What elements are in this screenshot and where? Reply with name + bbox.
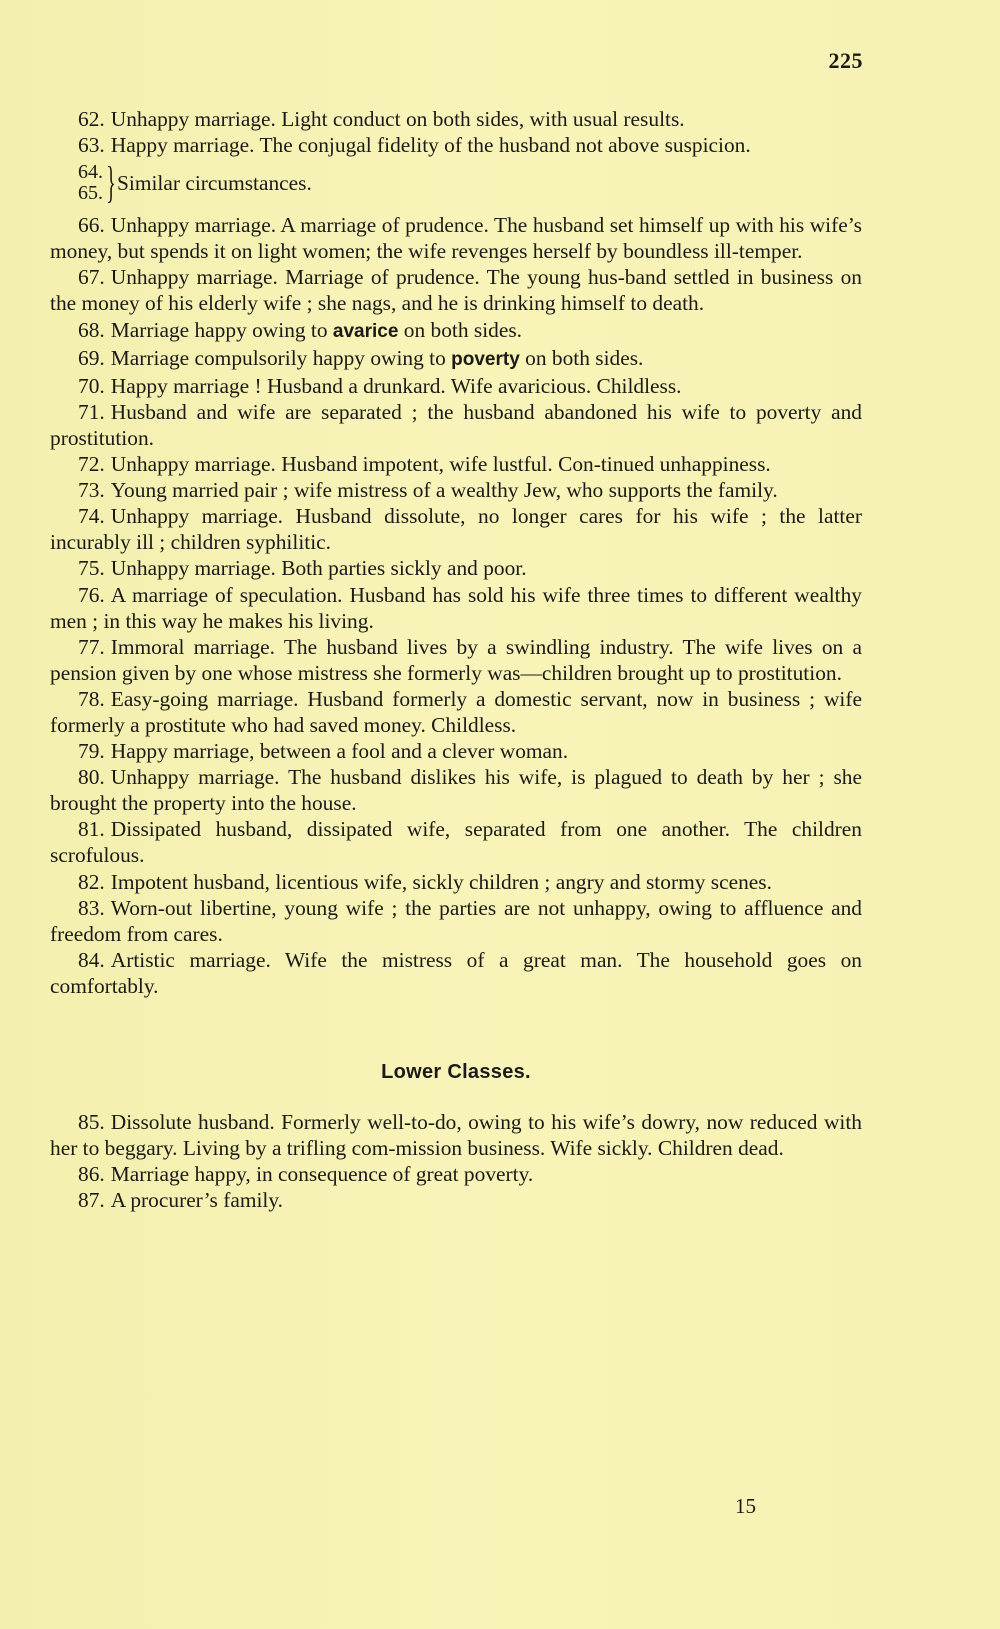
entry-68 — [50, 317, 862, 345]
entry-82 — [50, 869, 862, 895]
entry-76 — [50, 582, 862, 634]
entry-number: 71. — [78, 399, 105, 424]
entry-64-65-group — [78, 160, 862, 206]
entry-63 — [50, 132, 862, 158]
entry-number: 83. — [78, 895, 105, 920]
entry-text: Happy marriage ! Husband a drunkard. Wife avaricious. Childless. — [110, 373, 682, 398]
entry-70 — [50, 373, 862, 399]
entry-text: Unhappy marriage. Husband dissolute, no longer cares for his wife ; the latter incurably ill ; children syphilitic. — [50, 504, 862, 555]
entry-text: A procurer’s family. — [110, 1188, 284, 1213]
entry-text: Easy-going marriage. Husband formerly a domestic servant, now in business ; wife formerly a prostitute who had saved money. Childless. — [50, 686, 862, 737]
entry-87 — [50, 1187, 862, 1213]
entry-77 — [50, 634, 862, 686]
entry-text: Unhappy marriage. Marriage of prudence. The young hus-band settled in business on the money of his elderly wife ; she nags, and he is drinking himself to death. — [50, 265, 862, 316]
page-body — [50, 106, 862, 1213]
entry-number: 76. — [78, 582, 105, 607]
entry-text: Marriage happy owing to — [110, 317, 333, 342]
entry-79 — [50, 738, 862, 764]
entry-number: 75. — [78, 556, 105, 581]
entry-text: Unhappy marriage. Both parties sickly and poor. — [110, 556, 527, 581]
grouped-numbers — [78, 162, 103, 204]
entry-text: on both sides. — [398, 317, 523, 342]
signature-mark: 15 — [735, 1494, 756, 1518]
entry-72 — [50, 451, 862, 477]
entry-text: Worn-out libertine, young wife ; the parties are not unhappy, owing to affluence and freedom from cares. — [50, 895, 862, 946]
entry-number: 87. — [78, 1188, 105, 1213]
entry-text: Unhappy marriage. The husband dislikes his wife, is plagued to death by her ; she brought the property into the house. — [50, 765, 862, 816]
entry-67 — [50, 264, 862, 316]
entry-78 — [50, 686, 862, 738]
entry-number: 85. — [78, 1110, 105, 1135]
entry-text: Marriage happy, in consequence of great poverty. — [110, 1162, 534, 1187]
entry-text: Similar circumstances. — [117, 171, 312, 196]
entry-number: 63. — [78, 133, 105, 158]
entry-text: Dissipated husband, dissipated wife, separated from one another. The children scrofulous. — [50, 817, 862, 868]
entry-80 — [50, 764, 862, 816]
entry-text: Dissolute husband. Formerly well-to-do, owing to his wife’s dowry, now reduced with her to beggary. Living by a trifling com-mission business. Wife sickly. Children dead. — [50, 1110, 862, 1161]
entry-number: 80. — [78, 765, 105, 790]
entry-number: 84. — [78, 947, 105, 972]
entry-text: Happy marriage, between a fool and a clever woman. — [110, 739, 569, 764]
entry-73 — [50, 477, 862, 503]
entry-text: Marriage compulsorily happy owing to — [110, 345, 452, 370]
entry-number: 70. — [78, 373, 105, 398]
entry-83 — [50, 895, 862, 947]
entry-text: Young married pair ; wife mistress of a wealthy Jew, who supports the family. — [110, 478, 778, 503]
entry-66 — [50, 212, 862, 264]
section-heading: Lower Classes. — [381, 1061, 531, 1083]
entry-86 — [50, 1161, 862, 1187]
entry-81 — [50, 816, 862, 868]
emphasis-word: poverty — [451, 348, 520, 370]
emphasis-word: avarice — [332, 320, 399, 342]
entry-text: A marriage of speculation. Husband has sold his wife three times to different wealthy men ; in this way he makes his living. — [50, 582, 862, 633]
entry-number: 66. — [78, 213, 105, 238]
entry-text: Impotent husband, licentious wife, sickly children ; angry and stormy scenes. — [110, 869, 772, 894]
entry-75 — [50, 555, 862, 581]
entry-number: 78. — [78, 686, 105, 711]
entry-number: 64. — [78, 161, 103, 184]
entry-text: Artistic marriage. Wife the mistress of a great man. The household goes on comfortably. — [50, 947, 862, 998]
page-number: 225 — [828, 48, 863, 73]
entry-text: Unhappy marriage. Light conduct on both sides, with usual results. — [110, 107, 685, 131]
entry-number: 67. — [78, 265, 105, 290]
entry-number: 62. — [78, 107, 105, 131]
entry-text: Husband and wife are separated ; the husband abandoned his wife to poverty and prostitution. — [50, 399, 862, 450]
entry-text: Happy marriage. The conjugal fidelity of the husband not above suspicion. — [110, 133, 751, 158]
entry-number: 74. — [78, 504, 105, 529]
entry-number: 86. — [78, 1162, 105, 1187]
entry-text: on both sides. — [519, 345, 644, 370]
entry-69 — [50, 345, 862, 373]
entry-text: Unhappy marriage. A marriage of prudence. The husband set himself up with his wife’s money, but spends it on light women; the wife revenges herself by boundless ill-temper. — [50, 213, 862, 264]
entry-85 — [50, 1109, 862, 1161]
entry-number: 81. — [78, 817, 105, 842]
entry-text: Unhappy marriage. Husband impotent, wife lustful. Con-tinued unhappiness. — [110, 452, 771, 477]
entry-number: 68. — [78, 317, 105, 342]
entry-text: Immoral marriage. The husband lives by a swindling industry. The wife lives on a pension given by one whose mistress she formerly was—children brought up to prostitution. — [50, 634, 862, 685]
entry-number: 79. — [78, 739, 105, 764]
entry-number: 82. — [78, 869, 105, 894]
entry-62 — [50, 106, 862, 132]
entry-number: 77. — [78, 634, 105, 659]
entry-71 — [50, 399, 862, 451]
entry-84 — [50, 947, 862, 999]
curly-brace: } — [106, 158, 116, 208]
entry-number: 65. — [78, 182, 103, 205]
entry-number: 73. — [78, 478, 105, 503]
entry-74 — [50, 503, 862, 555]
entry-number: 72. — [78, 452, 105, 477]
entry-number: 69. — [78, 345, 105, 370]
